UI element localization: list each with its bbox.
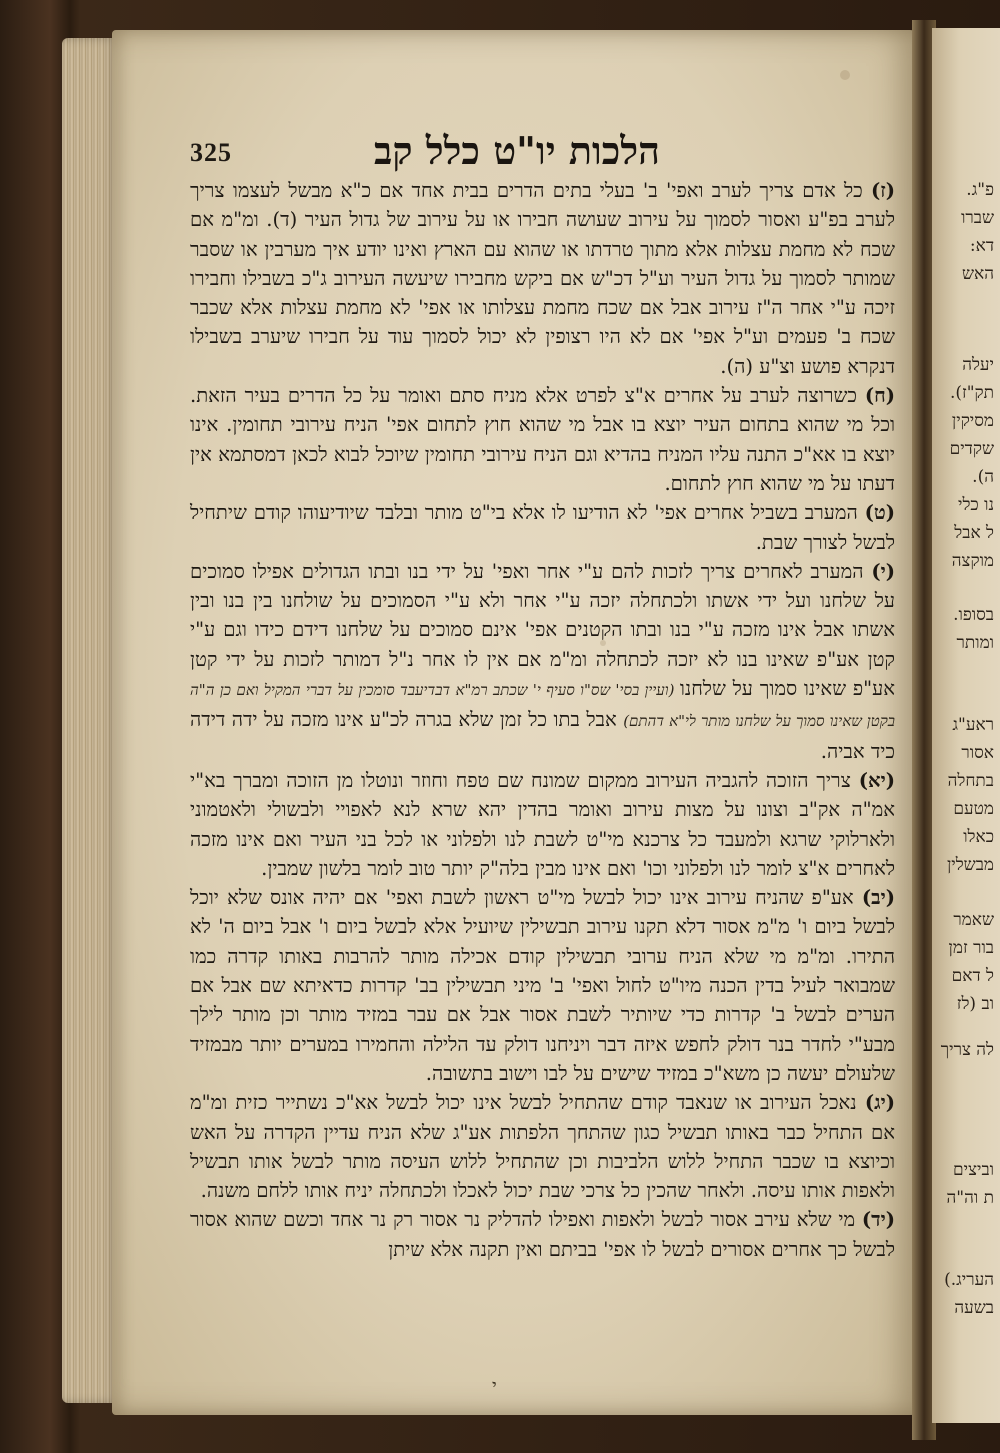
page-edges bbox=[62, 38, 118, 1403]
paper-spot bbox=[840, 70, 850, 80]
paragraph bbox=[190, 766, 895, 883]
paragraph-number: (יב) bbox=[861, 886, 895, 910]
right-page-text-fragment: בתחלה bbox=[947, 771, 994, 791]
paragraph bbox=[190, 498, 895, 557]
right-page-text-fragment: ה). bbox=[972, 467, 994, 487]
running-title: הלכות יו"ט כלל קב bbox=[373, 128, 660, 173]
paragraph-text: אע"פ שהניח עירוב אינו יכול לבשל מי"ט ראשון לשבת ואפי' אם יהיה אונס שלא יוכל לבשל ביום ו' מ"מ אסור דלא תקנו עירוב תבשילין שיועיל אלא לבשל ביום ו' אבל ביום ה' לא התירו. ומ"מ מי שלא הניח ערובי תבשילין קודם אכילה מותר להרבות באותו קדרה כמו שמבואר לעיל בדין הכנה מיו"ט לחול ואפי' ב' מיני תבשילין בב' קדרות כדאיתא שם אבל אם הערים לבשל ב' קדרות כדי שיותיר לשבת אסור אבל אם עבר במזיד מותר וכן מותר לילך מבע"י לחדר בנר דולק לחפש איזה דבר ויניחנו דולק עד הלילה והחמירו במערים יותר מבמזיד שלעולם יעשה כן משא"כ במזיד שישים על לבו וישוב בתשובה. bbox=[190, 886, 895, 1085]
right-page-text-fragment: שאמר bbox=[953, 910, 994, 930]
paragraph-number: (יד) bbox=[861, 1208, 895, 1232]
right-page-text-fragment: מוקצה bbox=[951, 551, 994, 571]
paragraph-text-continued: אבל בתו כל זמן שלא בגרה לכ"ע אינו מזכה על ידה דידה כיד אביה. bbox=[190, 708, 895, 763]
right-page-text-fragment: שברו bbox=[961, 208, 994, 228]
paragraph bbox=[190, 176, 895, 381]
page-number: 325 bbox=[190, 138, 232, 167]
paragraph-text: צריך הזוכה להגביה העירוב ממקום שמונח שם טפח וחוזר ונוטלו מן הזוכה ומברך בא"י אמ"ה אק"ב וצונו על מצות עירוב ואומר בהדין יהא שרא לנא לאפויי ולבשולי ולאטמוני ולארלוקי שרגא ולמעבד כל צרכנא מי"ט לשבת לנו ולפלוני או לכל בני העיר ואם אינו מזכה לאחרים א"צ לומר לנו ולפלוני וכו' ואם אינו מבין בלה"ק יותר טוב לומר בלשון שמבין. bbox=[190, 768, 895, 880]
paragraph bbox=[190, 883, 895, 1088]
paragraph bbox=[190, 1088, 895, 1205]
right-page-text-fragment: בור זמן bbox=[948, 938, 994, 958]
inline-note: (ועיין בסי' שס"ו סעיף י' שכתב רמ"א דבדיעבד סומכין על דברי המקיל ואם כן ה"ה בקטן שאינו סמוך על שלחנו מותר לי"א דהתם) bbox=[190, 681, 895, 731]
paragraph-text: המערב בשביל אחרים אפי' לא הודיעו לו אלא בי"ט מותר ובלבד שיודיעוהו קודם שיתחיל לבשל לצורך שבת. bbox=[190, 501, 895, 554]
right-page-text-fragment: פ"ג. bbox=[966, 180, 994, 200]
right-page-text-fragment: ת וה"ה bbox=[946, 1188, 994, 1208]
paragraph bbox=[190, 1205, 895, 1264]
right-page-text-fragment: כאלו bbox=[963, 827, 994, 847]
right-page-text-fragment: נו כלי bbox=[957, 495, 994, 515]
right-page-text-fragment: האש bbox=[961, 264, 994, 284]
right-page-text-fragment: דא: bbox=[969, 236, 994, 256]
paragraph-text: כשרוצה לערב על אחרים א"צ לפרט אלא מניח סתם ואומר על כל הדרים בעיר הזאת. וכל מי שהוא בתחום העיר יוצא בו אבל מי שהוא חוץ לתחום אפי' הניח עירובי תחומין. אינו יוצא בו אא"כ התנה עליו המניח בהדיא וגם הניח עירובי תחומין שיוכל לבוא לכאן דמסתמא אין דעתו על מי שהוא חוץ לתחום. bbox=[190, 384, 895, 495]
paragraph-text: המערב לאחרים צריך לזכות להם ע"י אחר ואפי' על ידי בנו ובתו הגדולים אפילו סמוכים על שלחנו ועל ידי אשתו ולכתחלה יזכה ע"י אחר ולא ע"י הסמוכים על שולחנו בין בנו ובין אשתו אבל אינו מזכה ע"י בנו ובתו הקטנים אפי' אינם סמוכים על שלחנו דידם כידו וגם ע"י קטן אע"פ שאינו בנו לא יזכה לכתחלה ומ"מ אם אין לו אחר נ"ל דמותר לזכות על ידי קטן אע"פ שאינו סמוך על שלחנו bbox=[190, 559, 895, 701]
bottom-mark: י bbox=[492, 1376, 497, 1397]
paragraph-number: (יא) bbox=[858, 768, 895, 792]
right-page-fragment bbox=[932, 28, 1000, 1423]
right-page-text-fragment: ראע"ג bbox=[952, 715, 994, 735]
right-page-text-fragment: אסור bbox=[961, 743, 994, 763]
main-text bbox=[190, 176, 895, 1264]
right-page-text-fragment: ל אבל bbox=[954, 523, 994, 543]
paragraph-text: כל אדם צריך לערב ואפי' ב' בעלי בתים הדרים בבית אחד אם כ"א מבשל לעצמו צריך לערב בפ"ע ואסור לסמוך על עירוב שעושה חבירו או על עירוב של גדול העיר (ד). ומ"מ אם שכח לא מחמת עצלות אלא מתוך טרדתו או שהוא עם הארץ ואינו יודע איך מערבין או שסבר שמותר לסמוך על גדול העיר וע"ל דכ"ש אם ביקש מחבירו שיעשה העירוב ג"כ בשבילו וחבירו זיכה ע"י אחר ה"ז עירוב אבל אם שכח מחמת עצלותו או אפי' לא מחמת עצלות אלא שכבר שכח ב' פעמים וע"ל אפי' אם לא היו רצופין לא יכול לסמוך עוד על חבירו שיערב בשבילו דנקרא פושע וצ"ע (ה). bbox=[190, 179, 895, 378]
right-page-text-fragment: בשעה bbox=[954, 1298, 994, 1318]
right-page-text-fragment: מבשלין bbox=[946, 855, 994, 875]
right-page-text-fragment: וב (לז bbox=[956, 994, 994, 1014]
right-page-text-fragment: העריג.) bbox=[944, 1270, 994, 1290]
right-page-text-fragment: בסופו. bbox=[953, 605, 994, 625]
paragraph-number: (ז) bbox=[870, 179, 895, 202]
right-page-text-fragment: לה צריך bbox=[940, 1040, 994, 1060]
paragraph-number: (י) bbox=[871, 559, 895, 583]
paragraph bbox=[190, 381, 895, 498]
paragraph-text: נאכל העירוב או שנאבד קודם שהתחיל לבשל אינו יכול לבשל אא"כ נשתייר כזית ומ"מ אם התחיל כבר באותו תבשיל כגון שהתחך הלפתות אע"ג שלא הניח עדיין הקדרה על האש וכיוצא בו שכבר התחיל ללוש הלביבות וכן שהתחיל ללוש העיסה מותר לבשל אותו תבשיל ולאפות אותו עיסה. ולאחר שהכין כל צרכי שבת יכול לאכלו ולכתחלה יניח אותו ללחם משנה. bbox=[190, 1091, 895, 1203]
paragraph-number: (יג) bbox=[864, 1091, 895, 1115]
paragraph-number: (ט) bbox=[864, 501, 895, 525]
right-page-text-fragment: ומותר bbox=[956, 633, 994, 653]
right-page-text-fragment: תק"ז). bbox=[949, 383, 994, 403]
right-page-text-fragment: ל דאם bbox=[951, 966, 994, 986]
paragraph-text: מי שלא עירב אסור לבשל ולאפות ואפילו להדליק נר אסור רק נר אחד וכשם שהוא אסור לבשל כך אחרים אסורים לבשל לו אפי' בביתם ואין תקנה אלא שיתן bbox=[190, 1208, 895, 1261]
right-page-text-fragment: שקדים bbox=[949, 439, 994, 459]
paragraph bbox=[190, 557, 895, 766]
right-page-text-fragment: וביצים bbox=[953, 1160, 994, 1180]
right-page-text-fragment: יעלה bbox=[962, 355, 994, 375]
paragraph-number: (ח) bbox=[864, 384, 895, 408]
right-page-text-fragment: מטעם bbox=[953, 799, 994, 819]
right-page-text-fragment: מסיקין bbox=[951, 411, 994, 431]
